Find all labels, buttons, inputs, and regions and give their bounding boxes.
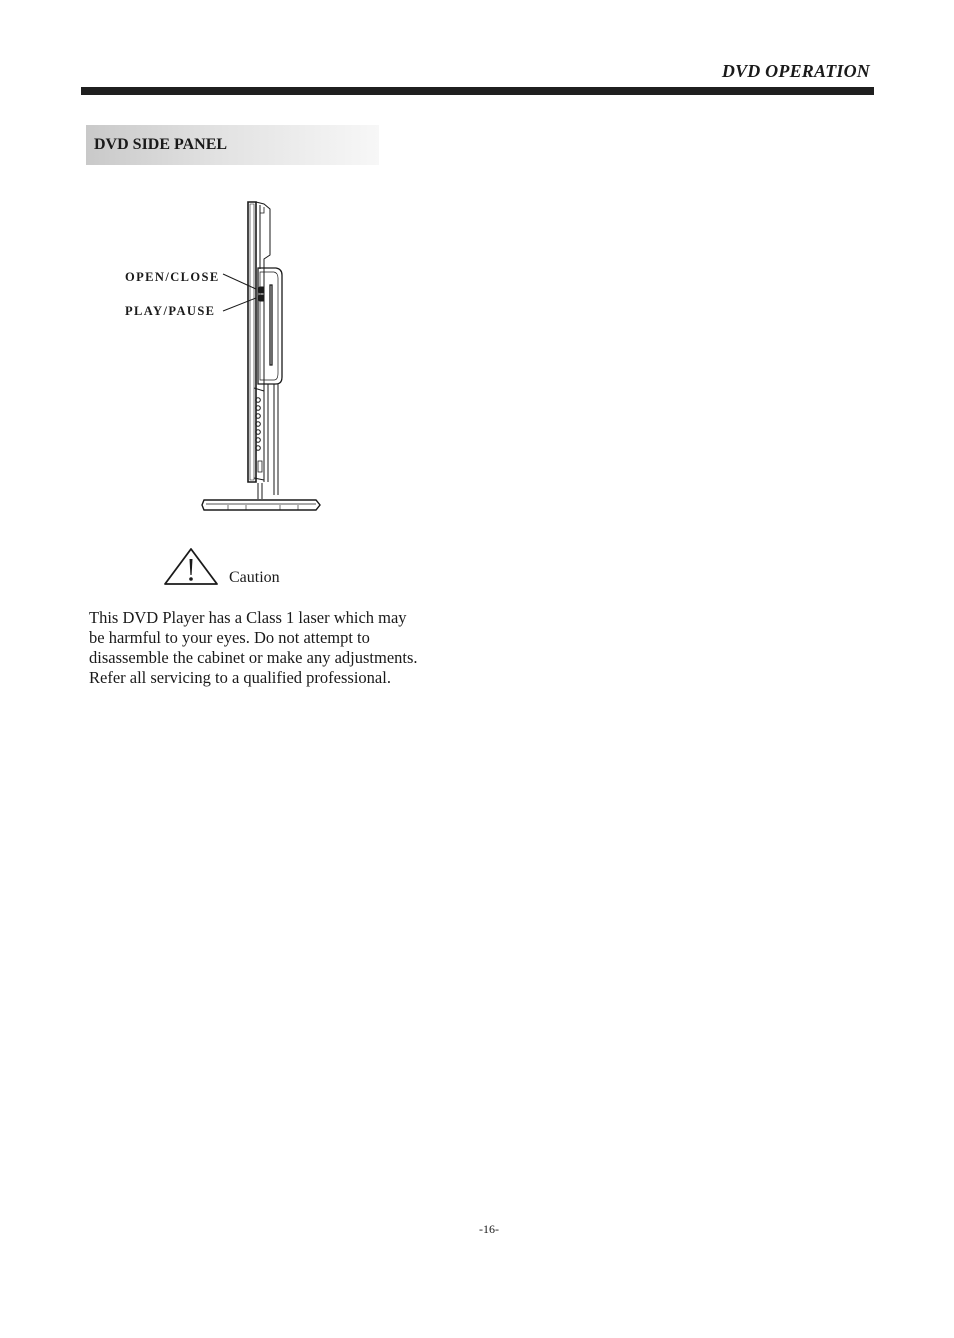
disc-slot (270, 285, 272, 365)
play-pause-button (259, 295, 264, 301)
play-pause-label: PLAY/PAUSE (125, 304, 216, 318)
stand-base (202, 500, 320, 510)
warning-triangle-icon (164, 546, 220, 588)
open-close-button (259, 287, 264, 293)
body-line: be harmful to your eyes. Do not attempt to (89, 628, 370, 647)
body-line: This DVD Player has a Class 1 laser which may (89, 608, 407, 627)
caution-label: Caution (229, 569, 280, 586)
section-heading: DVD SIDE PANEL (94, 136, 228, 153)
page-header-title: DVD OPERATION (721, 61, 870, 81)
page-number: -16- (479, 1222, 499, 1236)
body-line: disassemble the cabinet or make any adjustments. (89, 648, 418, 667)
laser-warning-text (89, 608, 469, 688)
tv-side-view-diagram (110, 195, 330, 520)
section-heading-box (86, 125, 379, 165)
header-rule (81, 87, 874, 95)
open-close-label: OPEN/CLOSE (125, 270, 220, 284)
body-line: Refer all servicing to a qualified professional. (89, 668, 391, 687)
